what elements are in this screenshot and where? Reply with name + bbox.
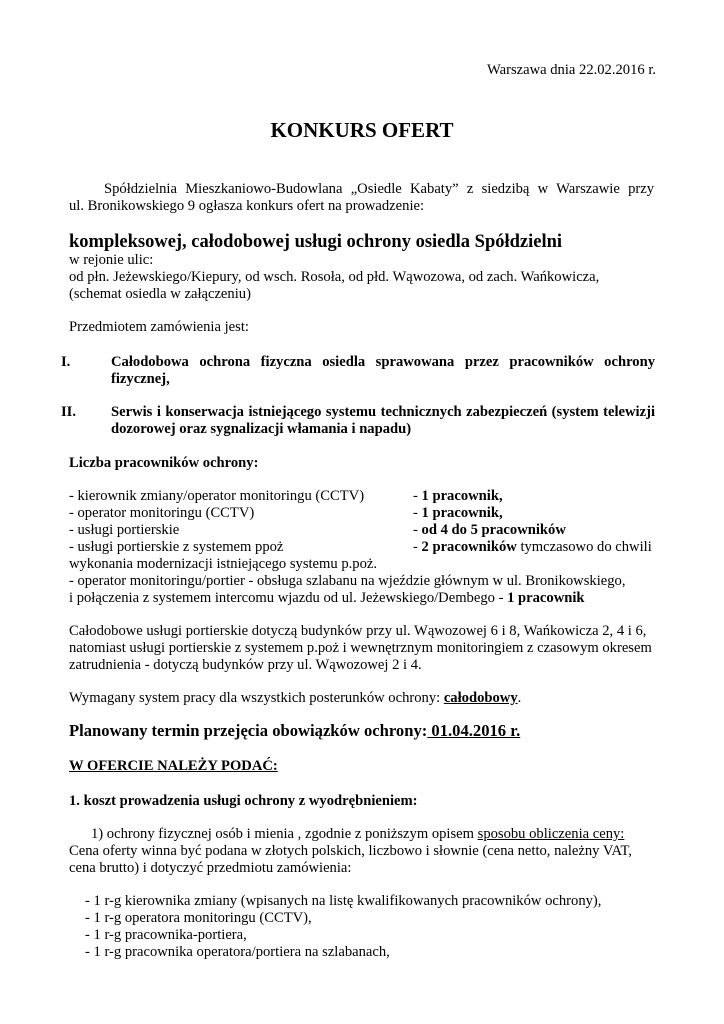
planned-date: 01.04.2016 r. <box>427 721 521 740</box>
staff-count-cell: - 1 pracownik, <box>413 505 503 521</box>
staff-role: - operator monitoringu (CCTV) <box>69 505 255 521</box>
barrier-line-2 <box>69 590 585 607</box>
staff-count-extra: tymczasowo do chwili <box>516 539 652 555</box>
intro-line-2: ul. Bronikowskiego 9 ogłasza konkurs ofert na prowadzenie: <box>69 198 425 214</box>
staff-count: od 4 do 5 pracowników <box>421 522 566 538</box>
staff-count-cell: - 1 pracownik, <box>413 488 503 504</box>
service-heading: kompleksowej, całodobowej usługi ochrony osiedla Spółdzielni <box>69 232 563 252</box>
staff-role: - usługi portierskie z systemem ppoż <box>69 539 284 555</box>
work-system-value: całodobowy <box>443 690 518 706</box>
staff-role: - kierownik zmiany/operator monitoringu (CCTV) <box>69 488 365 504</box>
rate-item: - 1 r-g kierownika zmiany (wpisanych na listę kwalifikowanych pracowników ochrony), <box>85 893 602 909</box>
staff-count-cell: - 2 pracowników tymczasowo do chwili <box>413 539 652 555</box>
work-system-text: Wymagany system pracy dla wszystkich posterunków ochrony: <box>69 690 444 706</box>
date-line: Warszawa dnia 22.02.2016 r. <box>487 62 657 78</box>
service-line-2: od płn. Jeżewskiego/Kiepury, od wsch. Rosoła, od płd. Wąwozowa, od zach. Wańkowicza, <box>69 269 600 285</box>
rate-item: - 1 r-g pracownika operatora/portiera na szlabanach, <box>85 944 390 960</box>
work-system-line <box>69 690 521 707</box>
method-line-1 <box>91 826 624 843</box>
barrier-line-1: - operator monitoringu/portier - obsługa szlabanu na wjeździe głównym w ul. Bronikowskiego, <box>69 573 626 589</box>
planned-text: Planowany termin przejęcia obowiązków ochrony: <box>69 721 428 740</box>
staff-role: - usługi portierskie <box>69 522 180 538</box>
staff-count-cell: - od 4 do 5 pracowników <box>413 522 566 538</box>
staff-count: 1 pracownik, <box>421 505 503 521</box>
staff-heading: Liczba pracowników ochrony: <box>69 455 259 471</box>
cost-heading: 1. koszt prowadzenia usługi ochrony z wyodrębnieniem: <box>69 793 418 809</box>
staff-count: 2 pracowników <box>421 539 517 555</box>
rate-item: - 1 r-g pracownika-portiera, <box>85 927 247 943</box>
item-number: II. <box>61 404 77 420</box>
intro-line-1: Spółdzielnia Mieszkaniowo-Budowlana „Osiedle Kabaty” z siedzibą w Warszawie przy <box>104 181 654 197</box>
porter-line-1: Całodobowe usługi portierskie dotyczą budynków przy ul. Wąwozowej 6 i 8, Wańkowicza 2, 4 i 6, <box>69 623 647 639</box>
barrier-text: i połączenia z systemem intercomu wjazdu od ul. Jeżewskiego/Dembego - <box>69 590 508 606</box>
item-line-2: dozorowej oraz sygnalizacji włamania i napadu) <box>111 421 412 437</box>
method-text: 1) ochrony fizycznej osób i mienia , zgodnie z poniższym opisem <box>91 826 478 842</box>
offer-heading: W OFERCIE NALEŻY PODAĆ: <box>69 758 278 774</box>
staff-cont-line: wykonania modernizacji istniejącego systemu p.poż. <box>69 556 378 572</box>
item-number: I. <box>61 354 71 370</box>
item-line-2: fizycznej, <box>111 371 170 387</box>
staff-count: 1 pracownik, <box>421 488 503 504</box>
document-title: KONKURS OFERT <box>270 118 454 142</box>
barrier-count: 1 pracownik <box>507 590 585 606</box>
item-line-1: Całodobowa ochrona fizyczna osiedla sprawowana przez pracowników ochrony <box>111 354 655 370</box>
porter-line-3: zatrudnienia - dotyczą budynków przy ul. Wąwozowej 2 i 4. <box>69 657 422 673</box>
work-system-end: . <box>517 690 522 706</box>
method-line-2: Cena oferty winna być podana w złotych polskich, liczbowo i słownie (cena netto, należny VAT, <box>69 843 632 859</box>
rate-item: - 1 r-g operatora monitoringu (CCTV), <box>85 910 312 926</box>
service-line-1: w rejonie ulic: <box>69 252 154 268</box>
subject-intro: Przedmiotem zamówienia jest: <box>69 319 249 335</box>
service-line-3: (schemat osiedla w załączeniu) <box>69 286 251 302</box>
method-line-3: cena brutto) i dotyczyć przedmiotu zamówienia: <box>69 860 352 876</box>
method-link: sposobu obliczenia ceny: <box>477 826 625 842</box>
planned-line <box>69 721 520 741</box>
porter-line-2: natomiast usługi portierskie z systemem p.poż i wewnętrznym monitoringiem z czasowym okresem <box>69 640 652 656</box>
item-line-1: Serwis i konserwacja istniejącego systemu technicznych zabezpieczeń (system telewizji <box>111 404 655 420</box>
